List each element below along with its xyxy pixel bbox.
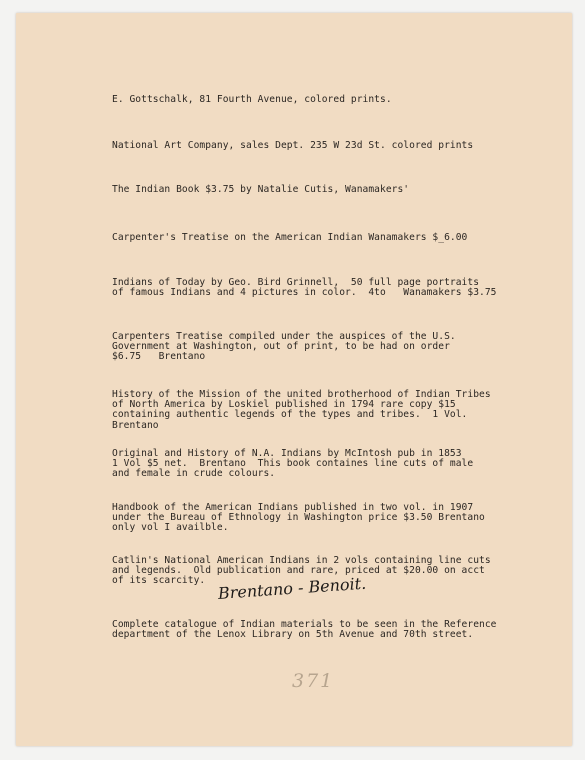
entry-indian-book: The Indian Book $3.75 by Natalie Cutis, Wanamakers' [112, 184, 410, 195]
entry-carpenters-treatise-compiled: Carpenters Treatise compiled under the auspices of the U.S. Government at Washington, out of print, to be had on order $6.75 Brentano [112, 331, 456, 363]
entry-mcintosh-history: Original and History of N.A. Indians by McIntosh pub in 1853 1 Vol $5 net. Brentano This book containes line cuts of male and female in crude colours. [112, 448, 474, 480]
entry-carpenters-treatise-price: Carpenter's Treatise on the American Indian Wanamakers $_6.00 [112, 232, 468, 243]
entry-gottschalk: E. Gottschalk, 81 Fourth Avenue, colored prints. [112, 94, 392, 105]
paper-sheet [16, 13, 572, 746]
entry-history-of-mission: History of the Mission of the united brotherhood of Indian Tribes of North America by Loskiel published in 1794 rare copy $15 containing authentic legends of the types and tribes. 1 Vol. Brentano [112, 389, 491, 431]
entry-indians-of-today: Indians of Today by Geo. Bird Grinnell, 50 full page portraits of famous Indians and 4 pictures in color. 4to Wanamakers $3.75 [112, 277, 497, 299]
entry-lenox-catalogue: Complete catalogue of Indian materials to be seen in the Reference department of the Lenox Library on 5th Avenue and 70th street. [112, 619, 497, 641]
handwritten-signature: Brentano - Benoit. [217, 573, 367, 603]
page-number: 371 [292, 670, 335, 692]
entry-national-art-company: National Art Company, sales Dept. 235 W 23d St. colored prints [112, 140, 474, 151]
entry-handbook: Handbook of the American Indians published in two vol. in 1907 under the Bureau of Ethnology in Washington price $3.50 Brentano only vol I availble. [112, 502, 485, 534]
entry-catlin: Catlin's National American Indians in 2 vols containing line cuts and legends. Old publication and rare, priced at $20.00 on acct of its scarcity. [112, 555, 491, 587]
